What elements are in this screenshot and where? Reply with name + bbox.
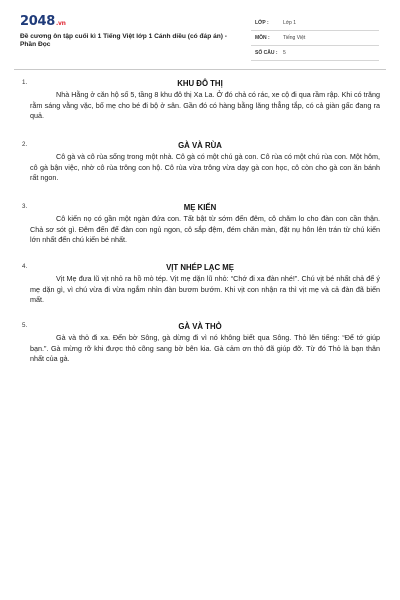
meta-row-count	[251, 46, 379, 61]
question-text: Cô gà và cô rùa sống trong một nhà. Cô gà có một chú gà con. Cô rùa có một chú rùa con. Một hôm, cô gà bận việc, nhờ cô rùa trông con hộ. Cô rùa vừa trông vừa dạy gà con học, cô còn cho gà con ăn bánh rất ngon.	[30, 152, 380, 183]
question-number: 2.	[22, 141, 28, 148]
meta-value: 5	[283, 50, 286, 56]
page-header	[0, 0, 400, 66]
question-number: 5.	[22, 322, 28, 329]
question-text: Vịt Mẹ đưa lũ vịt nhỏ ra hồ mò tép. Vịt mẹ dặn lũ nhỏ: “Chớ đi xa đàn nhé!”. Chú vịt bé nhất chả để ý mẹ dặn gì, vì chú vừa đi vừa ngắm nhìn đàn bươm bướm. Khi vịt con nhận ra thì vịt mẹ và cả đàn đã biến mất.	[30, 274, 380, 305]
document-title: Đề cương ôn tập cuối kì 1 Tiếng Việt lớp 1 Cánh diều (có đáp án) - Phần Đọc	[20, 33, 227, 49]
question-title: VỊT NHÉP LẠC MẸ	[166, 263, 234, 272]
question-number: 3.	[22, 203, 28, 210]
meta-row-grade	[251, 16, 379, 31]
meta-value: Tiếng Việt	[283, 35, 306, 41]
logo-text: 2048	[20, 14, 55, 29]
question-number: 4.	[22, 263, 28, 270]
question-text: Gà và thỏ đi xa. Đến bờ Sông, gà dừng đi vì nó không biết qua Sông. Thỏ lên tiếng: “Để tớ giúp bạn.”. Gà mừng rỡ khi được thỏ cõng sang bờ bên kia. Gà cảm ơn thỏ đã giúp đỡ. Từ đó Thỏ là bạn thân nhất của gà.	[30, 333, 380, 364]
meta-value: Lớp 1	[283, 20, 297, 26]
meta-key: SỐ CÂU :	[255, 50, 278, 56]
question-text: Cô kiến nọ có gần một ngàn đứa con. Tất bật từ sớm đến đêm, cô chăm lo cho đàn con cần thận. Chả sơ sót gì. Đêm đến để đàn con ngủ ngon, cô sắp đệm, đém chăn màn, đặt nụ hôn lên trán từ chú kiến lớn nhất đến chú kiến bé nhất.	[30, 214, 380, 245]
meta-row-subject	[251, 31, 379, 46]
question-title: GÀ VÀ THỎ	[178, 322, 222, 331]
header-divider	[14, 69, 386, 70]
question-title: KHU ĐÔ THỊ	[177, 79, 223, 88]
question-title: GÀ VÀ RÙA	[178, 141, 222, 150]
site-logo[interactable]	[20, 14, 66, 29]
question-title: MẸ KIẾN	[183, 203, 217, 212]
question-text: Nhà Hằng ở căn hộ số 5, tầng 8 khu đô thị Xa La. Ở đó chả có rác, xe cộ đi qua rầm rập. Khi có trăng rằm sáng vằng vặc, bố mẹ cho bé đi bộ ở sân. Gần đó có hàng bằng lăng thẳng tắp, có cả giàn gấc đang ra quả.	[30, 90, 380, 121]
meta-table	[251, 16, 379, 61]
meta-key: LỚP :	[255, 20, 269, 26]
question-number: 1.	[22, 79, 28, 86]
logo-suffix: .vn	[55, 20, 66, 27]
meta-key: MÔN :	[255, 35, 270, 41]
